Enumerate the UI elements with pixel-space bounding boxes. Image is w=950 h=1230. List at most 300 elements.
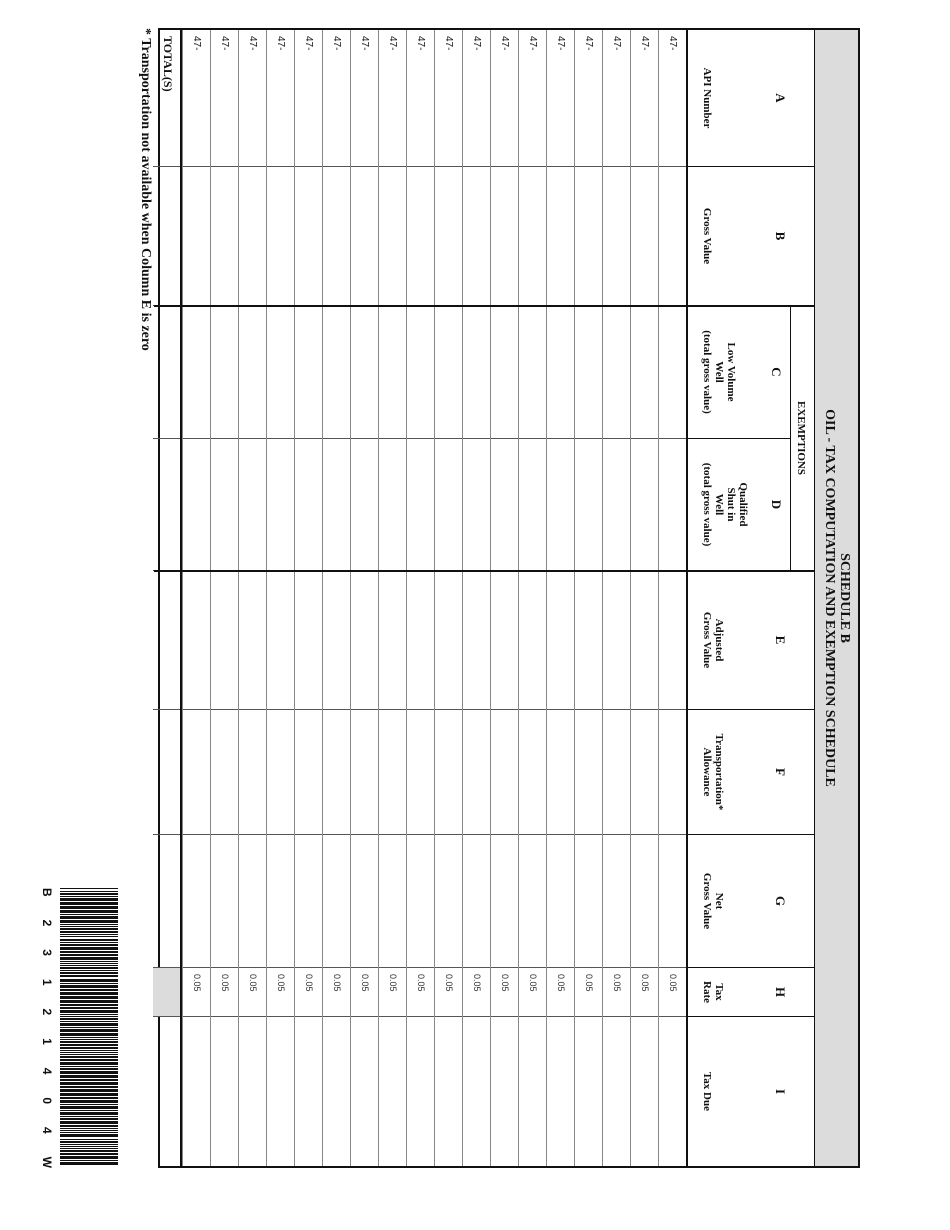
barcode-bar	[60, 926, 118, 927]
barcode-bar	[60, 951, 118, 953]
barcode-bar	[60, 1144, 118, 1145]
column-e-field[interactable]	[267, 571, 294, 710]
column-d-field[interactable]	[267, 439, 294, 571]
column-header-f	[687, 710, 814, 835]
barcode-bar	[60, 888, 118, 889]
schedule-b-form	[158, 28, 860, 1168]
column-header-i	[687, 1017, 814, 1166]
column-letter: I	[773, 1088, 788, 1095]
form-title-line1: SCHEDULE B	[837, 553, 852, 643]
barcode-bar	[60, 963, 118, 964]
column-f-field[interactable]	[407, 710, 434, 835]
barcode-bar	[60, 1086, 118, 1088]
column-e-field[interactable]	[463, 571, 490, 710]
barcode-bar	[60, 936, 118, 937]
tax-rate-value: 0.05	[463, 968, 490, 1017]
total-e-field[interactable]	[153, 571, 180, 710]
barcode-bar	[60, 961, 118, 962]
column-d-field[interactable]	[659, 439, 686, 571]
column-b-field[interactable]	[239, 167, 266, 306]
column-c-field[interactable]	[407, 306, 434, 439]
barcode-bar	[60, 1014, 118, 1015]
column-d-field[interactable]	[463, 439, 490, 571]
column-f-field[interactable]	[183, 710, 210, 835]
column-description: Low Volume Well (total gross value)	[701, 330, 737, 414]
barcode-bar	[60, 920, 118, 923]
api-number-field[interactable]: 47-	[575, 30, 602, 167]
column-f-field[interactable]	[323, 710, 350, 835]
table-row	[658, 30, 686, 1166]
column-d-field[interactable]	[631, 439, 658, 571]
column-c-field[interactable]	[295, 306, 322, 439]
barcode-bar	[60, 1156, 118, 1159]
barcode-bar	[60, 1139, 118, 1140]
column-d-field[interactable]	[547, 439, 574, 571]
column-e-field[interactable]	[211, 571, 238, 710]
table-row	[602, 30, 630, 1166]
column-f-field[interactable]	[435, 710, 462, 835]
barcode-bar	[60, 1128, 118, 1129]
barcode-bar	[60, 1160, 118, 1161]
column-c-field[interactable]	[183, 306, 210, 439]
barcode-bar	[60, 1146, 118, 1147]
column-i-field[interactable]	[547, 1017, 574, 1166]
barcode-bar	[60, 1007, 118, 1009]
column-header-d	[687, 439, 790, 571]
barcode-bar	[60, 1071, 118, 1074]
total-b-field[interactable]	[153, 167, 180, 306]
exemption-block-right-border	[154, 570, 814, 572]
column-f-field[interactable]	[547, 710, 574, 835]
column-f-field[interactable]	[575, 710, 602, 835]
column-g-field[interactable]	[491, 835, 518, 968]
column-c-field[interactable]	[463, 306, 490, 439]
column-d-field[interactable]	[519, 439, 546, 571]
column-d-field[interactable]	[239, 439, 266, 571]
table-row	[406, 30, 434, 1166]
barcode-bar	[60, 1023, 118, 1026]
barcode-bar	[60, 1150, 118, 1152]
barcode-bar	[60, 1162, 118, 1165]
total-h-field	[153, 968, 180, 1017]
barcode-bar	[60, 914, 118, 915]
api-number-field[interactable]: 47-	[323, 30, 350, 167]
barcode-bar	[60, 979, 118, 982]
column-c-field[interactable]	[351, 306, 378, 439]
column-i-field[interactable]	[491, 1017, 518, 1166]
column-f-field[interactable]	[239, 710, 266, 835]
column-description: Adjusted Gross Value	[701, 611, 725, 669]
column-b-field[interactable]	[267, 167, 294, 306]
column-d-field[interactable]	[491, 439, 518, 571]
total-i-field[interactable]	[153, 1017, 180, 1166]
column-g-field[interactable]	[351, 835, 378, 968]
barcode-character: 4	[40, 1067, 54, 1075]
api-number-field[interactable]: 47-	[267, 30, 294, 167]
column-e-field[interactable]	[491, 571, 518, 710]
api-number-field[interactable]: 47-	[407, 30, 434, 167]
column-e-field[interactable]	[547, 571, 574, 710]
barcode-bar	[60, 898, 118, 901]
column-g-field[interactable]	[519, 835, 546, 968]
barcode-bar	[60, 934, 118, 935]
column-letter: A	[773, 93, 788, 103]
column-d-field[interactable]	[295, 439, 322, 571]
barcode-bar	[60, 1125, 118, 1127]
api-number-field[interactable]: 47-	[547, 30, 574, 167]
column-i-field[interactable]	[659, 1017, 686, 1166]
barcode-bar	[60, 1116, 118, 1117]
tax-rate-value: 0.05	[295, 968, 322, 1017]
column-e-field[interactable]	[183, 571, 210, 710]
table-row	[574, 30, 602, 1166]
column-d-field[interactable]	[407, 439, 434, 571]
barcode-bar	[60, 916, 118, 919]
column-e-field[interactable]	[323, 571, 350, 710]
barcode-character: 2	[40, 919, 54, 927]
barcode	[60, 888, 118, 1168]
column-f-field[interactable]	[631, 710, 658, 835]
column-b-field[interactable]	[407, 167, 434, 306]
column-description: Transportation* Allowance	[701, 733, 725, 811]
table-row	[350, 30, 378, 1166]
column-e-field[interactable]	[575, 571, 602, 710]
column-b-field[interactable]	[463, 167, 490, 306]
api-number-field[interactable]: 47-	[183, 30, 210, 167]
column-i-field[interactable]	[519, 1017, 546, 1166]
column-i-field[interactable]	[603, 1017, 630, 1166]
barcode-bar	[60, 928, 118, 930]
barcode-bar	[60, 902, 118, 905]
column-g-field[interactable]	[631, 835, 658, 968]
barcode-bar	[60, 1093, 118, 1096]
column-description: Tax Rate	[701, 981, 725, 1003]
column-c-field[interactable]	[267, 306, 294, 439]
api-number-field[interactable]: 47-	[631, 30, 658, 167]
column-i-field[interactable]	[323, 1017, 350, 1166]
column-g-field[interactable]	[379, 835, 406, 968]
column-header-b	[687, 167, 814, 306]
total-d-field[interactable]	[153, 439, 180, 571]
column-e-field[interactable]	[407, 571, 434, 710]
barcode-character: 0	[40, 1097, 54, 1105]
column-d-field[interactable]	[435, 439, 462, 571]
table-row	[546, 30, 574, 1166]
barcode-bar	[60, 1106, 118, 1109]
barcode-bar	[60, 1121, 118, 1124]
barcode-bar	[60, 891, 118, 892]
tax-rate-value: 0.05	[491, 968, 518, 1017]
barcode-bar	[60, 992, 118, 995]
table-row	[210, 30, 238, 1166]
api-number-field[interactable]: 47-	[435, 30, 462, 167]
column-header-c	[687, 306, 790, 439]
barcode-bar	[60, 1041, 118, 1043]
table-row	[322, 30, 350, 1166]
barcode-bar	[60, 965, 118, 966]
column-c-field[interactable]	[379, 306, 406, 439]
column-f-field[interactable]	[659, 710, 686, 835]
table-row	[490, 30, 518, 1166]
column-i-field[interactable]	[407, 1017, 434, 1166]
barcode-bar	[60, 1047, 118, 1049]
barcode-bar	[60, 1079, 118, 1081]
column-e-field[interactable]	[435, 571, 462, 710]
column-f-field[interactable]	[603, 710, 630, 835]
column-f-field[interactable]	[211, 710, 238, 835]
table-row	[518, 30, 546, 1166]
column-letter: F	[773, 768, 788, 776]
column-i-field[interactable]	[575, 1017, 602, 1166]
column-header-h	[687, 968, 814, 1017]
tax-rate-value: 0.05	[211, 968, 238, 1017]
barcode-character: B	[40, 888, 54, 897]
column-description: API Number	[701, 67, 713, 129]
column-letter: C	[769, 367, 784, 377]
column-b-field[interactable]	[351, 167, 378, 306]
column-i-field[interactable]	[295, 1017, 322, 1166]
column-g-field[interactable]	[267, 835, 294, 968]
form-title-line2: OIL - TAX COMPUTATION AND EXEMPTION SCHEDULE	[822, 409, 837, 787]
barcode-bar	[60, 939, 118, 941]
barcode-bar	[60, 942, 118, 943]
api-number-field[interactable]: 47-	[211, 30, 238, 167]
column-b-field[interactable]	[659, 167, 686, 306]
header-divider	[686, 30, 688, 1166]
column-c-field[interactable]	[323, 306, 350, 439]
total-c-field[interactable]	[153, 306, 180, 439]
column-g-field[interactable]	[463, 835, 490, 968]
api-number-field[interactable]: 47-	[379, 30, 406, 167]
column-d-field[interactable]	[323, 439, 350, 571]
column-e-field[interactable]	[379, 571, 406, 710]
barcode-bar	[60, 970, 118, 971]
column-b-field[interactable]	[631, 167, 658, 306]
barcode-bar	[60, 1110, 118, 1111]
column-e-field[interactable]	[239, 571, 266, 710]
column-f-field[interactable]	[379, 710, 406, 835]
barcode-bar	[60, 1082, 118, 1085]
total-g-field[interactable]	[153, 835, 180, 968]
barcode-bar	[60, 1062, 118, 1065]
totals-row	[154, 30, 182, 1166]
tax-rate-value: 0.05	[267, 968, 294, 1017]
column-e-field[interactable]	[295, 571, 322, 710]
api-number-field[interactable]: 47-	[491, 30, 518, 167]
barcode-bar	[60, 967, 118, 969]
barcode-bar	[60, 1066, 118, 1067]
tax-rate-value: 0.05	[183, 968, 210, 1017]
barcode-bar	[60, 985, 118, 988]
barcode-character: W	[40, 1156, 54, 1168]
tax-rate-value: 0.05	[575, 968, 602, 1017]
column-g-field[interactable]	[407, 835, 434, 968]
barcode-bar	[60, 1130, 118, 1131]
column-g-field[interactable]	[239, 835, 266, 968]
tax-rate-value: 0.05	[631, 968, 658, 1017]
column-d-field[interactable]	[575, 439, 602, 571]
barcode-bar	[60, 1112, 118, 1115]
column-b-field[interactable]	[183, 167, 210, 306]
api-number-field[interactable]: 47-	[239, 30, 266, 167]
column-i-field[interactable]	[267, 1017, 294, 1166]
tax-rate-value: 0.05	[435, 968, 462, 1017]
table-row	[378, 30, 406, 1166]
column-g-field[interactable]	[183, 835, 210, 968]
column-c-field[interactable]	[519, 306, 546, 439]
column-i-field[interactable]	[239, 1017, 266, 1166]
total-label: TOTAL(S)	[153, 30, 180, 167]
table-row	[462, 30, 490, 1166]
column-c-field[interactable]	[435, 306, 462, 439]
barcode-bar	[60, 1134, 118, 1137]
barcode-bar	[60, 944, 118, 946]
barcode-bar	[60, 931, 118, 933]
barcode-bar	[60, 1097, 118, 1099]
api-number-field[interactable]: 47-	[659, 30, 686, 167]
barcode-bar	[60, 1044, 118, 1046]
column-f-field[interactable]	[519, 710, 546, 835]
barcode-text	[40, 888, 54, 1168]
barcode-bar	[60, 1075, 118, 1078]
column-i-field[interactable]	[435, 1017, 462, 1166]
column-e-field[interactable]	[659, 571, 686, 710]
column-g-field[interactable]	[603, 835, 630, 968]
barcode-bar	[60, 906, 118, 909]
tax-rate-value: 0.05	[603, 968, 630, 1017]
column-header-e	[687, 571, 814, 710]
column-e-field[interactable]	[351, 571, 378, 710]
barcode-bar	[60, 1027, 118, 1028]
barcode-bar	[60, 1054, 118, 1055]
column-g-field[interactable]	[211, 835, 238, 968]
column-b-field[interactable]	[575, 167, 602, 306]
total-f-field[interactable]	[153, 710, 180, 835]
tax-rate-value: 0.05	[519, 968, 546, 1017]
column-d-field[interactable]	[211, 439, 238, 571]
barcode-bar	[60, 1153, 118, 1155]
column-i-field[interactable]	[183, 1017, 210, 1166]
api-number-field[interactable]: 47-	[463, 30, 490, 167]
column-g-field[interactable]	[575, 835, 602, 968]
barcode-bar	[60, 1104, 118, 1105]
column-description: Net Gross Value	[701, 872, 725, 930]
column-g-field[interactable]	[547, 835, 574, 968]
column-b-field[interactable]	[211, 167, 238, 306]
column-i-field[interactable]	[631, 1017, 658, 1166]
table-row	[238, 30, 266, 1166]
column-c-field[interactable]	[239, 306, 266, 439]
barcode-bar	[60, 1016, 118, 1017]
column-g-field[interactable]	[435, 835, 462, 968]
barcode-bar	[60, 1148, 118, 1149]
column-e-field[interactable]	[631, 571, 658, 710]
column-d-field[interactable]	[603, 439, 630, 571]
column-description: Gross Value	[701, 207, 713, 265]
column-b-field[interactable]	[323, 167, 350, 306]
column-c-field[interactable]	[211, 306, 238, 439]
column-i-field[interactable]	[463, 1017, 490, 1166]
api-number-field[interactable]: 47-	[351, 30, 378, 167]
column-g-field[interactable]	[659, 835, 686, 968]
table-row	[182, 30, 210, 1166]
column-description: Tax Due	[701, 1071, 713, 1112]
barcode-bar	[60, 1068, 118, 1070]
column-letter: D	[769, 499, 784, 510]
column-b-field[interactable]	[547, 167, 574, 306]
column-c-field[interactable]	[631, 306, 658, 439]
api-number-field[interactable]: 47-	[295, 30, 322, 167]
barcode-bar	[60, 1118, 118, 1120]
barcode-bar	[60, 1089, 118, 1092]
tax-rate-value: 0.05	[379, 968, 406, 1017]
column-f-field[interactable]	[463, 710, 490, 835]
column-c-field[interactable]	[603, 306, 630, 439]
barcode-bar	[60, 1010, 118, 1013]
barcode-bar	[60, 989, 118, 991]
barcode-bar	[60, 1059, 118, 1061]
column-b-field[interactable]	[379, 167, 406, 306]
column-b-field[interactable]	[491, 167, 518, 306]
column-c-field[interactable]	[575, 306, 602, 439]
barcode-bar	[60, 1050, 118, 1051]
column-i-field[interactable]	[211, 1017, 238, 1166]
barcode-bar	[60, 1100, 118, 1103]
barcode-character: 2	[40, 1008, 54, 1016]
column-b-field[interactable]	[295, 167, 322, 306]
column-f-field[interactable]	[491, 710, 518, 835]
column-e-field[interactable]	[603, 571, 630, 710]
column-d-field[interactable]	[379, 439, 406, 571]
api-number-field[interactable]: 47-	[603, 30, 630, 167]
barcode-bar	[60, 1132, 118, 1133]
footnote: * Transportation not available when Column E is zero	[138, 28, 153, 351]
column-letter: B	[773, 231, 788, 241]
exemption-block-left-border	[154, 305, 814, 307]
column-c-field[interactable]	[491, 306, 518, 439]
column-c-field[interactable]	[547, 306, 574, 439]
column-b-field[interactable]	[603, 167, 630, 306]
column-f-field[interactable]	[267, 710, 294, 835]
column-letter: H	[773, 986, 788, 998]
barcode-character: 3	[40, 949, 54, 956]
barcode-bar	[60, 1039, 118, 1040]
column-d-field[interactable]	[183, 439, 210, 571]
column-g-field[interactable]	[323, 835, 350, 968]
column-g-field[interactable]	[295, 835, 322, 968]
column-b-field[interactable]	[435, 167, 462, 306]
barcode-bar	[60, 1004, 118, 1006]
column-d-field[interactable]	[351, 439, 378, 571]
column-e-field[interactable]	[519, 571, 546, 710]
column-letter: E	[773, 635, 788, 645]
tax-rate-value: 0.05	[239, 968, 266, 1017]
form-title	[814, 30, 858, 1166]
column-i-field[interactable]	[379, 1017, 406, 1166]
column-f-field[interactable]	[351, 710, 378, 835]
api-number-field[interactable]: 47-	[519, 30, 546, 167]
table-row	[266, 30, 294, 1166]
barcode-bar	[60, 972, 118, 974]
tax-rate-value: 0.05	[351, 968, 378, 1017]
column-c-field[interactable]	[659, 306, 686, 439]
barcode-character: 4	[40, 1126, 54, 1134]
table-row	[294, 30, 322, 1166]
tax-rate-value: 0.05	[659, 968, 686, 1017]
column-f-field[interactable]	[295, 710, 322, 835]
column-i-field[interactable]	[351, 1017, 378, 1166]
column-b-field[interactable]	[519, 167, 546, 306]
